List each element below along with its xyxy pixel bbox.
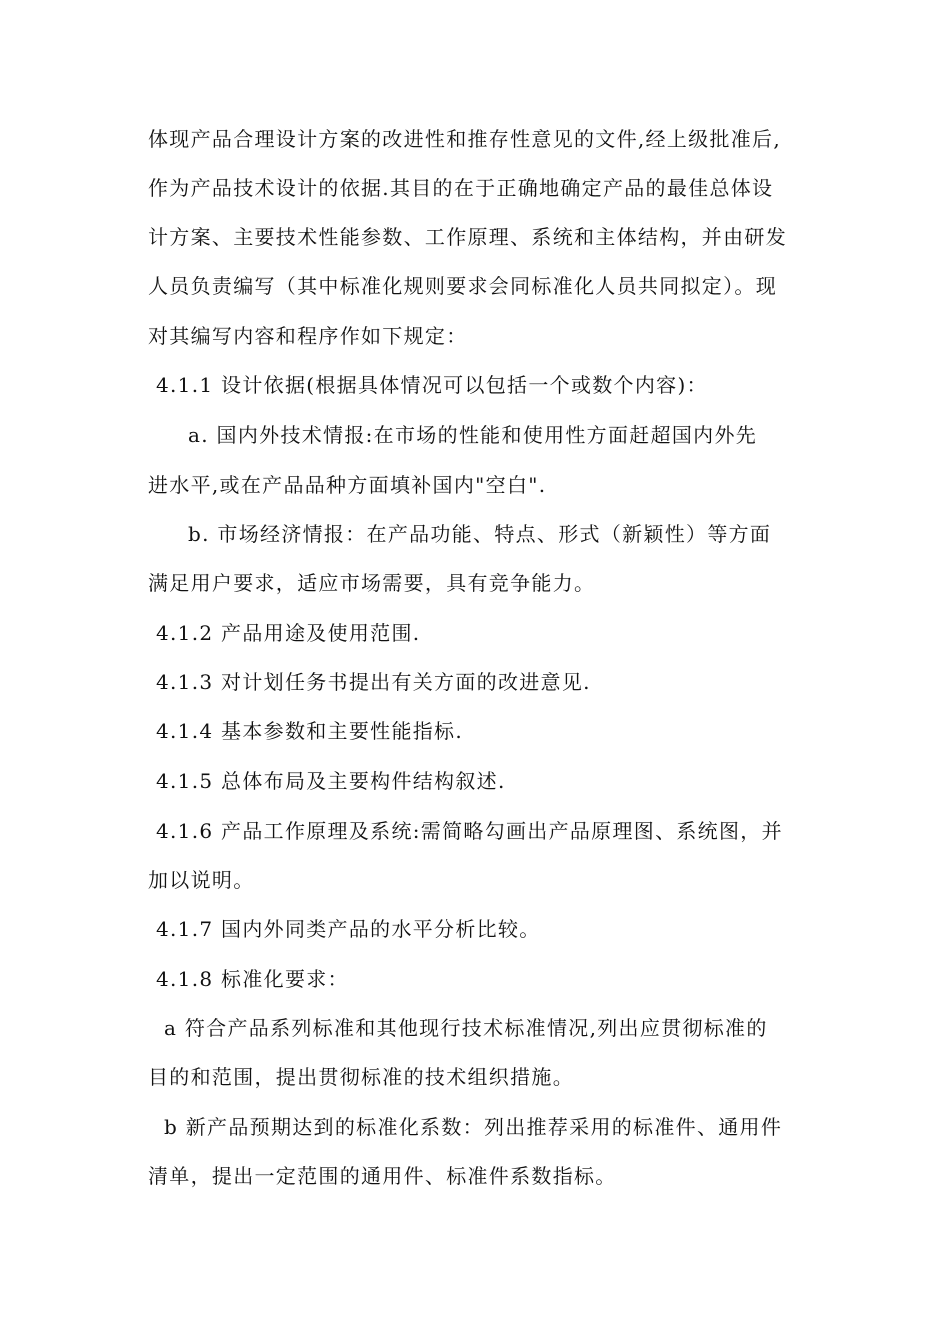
section-heading-4-1-4: 4.1.4 基本参数和主要性能指标. (156, 719, 464, 743)
list-item-a: a. 国内外技术情报:在市场的性能和使用性方面赶超国内外先 (188, 423, 758, 447)
paragraph-line: 满足用户要求，适应市场需要，具有竞争能力。 (148, 571, 596, 595)
list-item-b: b. 市场经济情报：在产品功能、特点、形式（新颖性）等方面 (188, 522, 772, 546)
paragraph-line: 计方案、主要技术性能参数、工作原理、系统和主体结构，并由研发 (148, 225, 787, 249)
paragraph-line: 作为产品技术设计的依据.其目的在于正确地确定产品的最佳总体设 (148, 176, 774, 200)
section-heading-4-1-8: 4.1.8 标准化要求： (156, 967, 349, 991)
paragraph-line: 对其编写内容和程序作如下规定： (148, 324, 468, 348)
list-item-b: b 新产品预期达到的标准化系数：列出推荐采用的标准件、通用件 (164, 1115, 783, 1139)
paragraph-line: 目的和范围，提出贯彻标准的技术组织措施。 (148, 1065, 574, 1089)
section-heading-4-1-6: 4.1.6 产品工作原理及系统:需简略勾画出产品原理图、系统图，并 (156, 819, 783, 843)
section-heading-4-1-3: 4.1.3 对计划任务书提出有关方面的改进意见. (156, 670, 591, 694)
section-heading-4-1-7: 4.1.7 国内外同类产品的水平分析比较。 (156, 917, 541, 941)
paragraph-line: 人员负责编写（其中标准化规则要求会同标准化人员共同拟定）。现 (148, 274, 777, 298)
paragraph-line: 清单，提出一定范围的通用件、标准件系数指标。 (148, 1164, 617, 1188)
list-item-a: a 符合产品系列标准和其他现行技术标准情况,列出应贯彻标准的 (164, 1016, 768, 1040)
paragraph-line: 体现产品合理设计方案的改进性和推存性意见的文件,经上级批准后, (148, 127, 782, 151)
section-heading-4-1-5: 4.1.5 总体布局及主要构件结构叙述. (156, 769, 506, 793)
paragraph-line: 加以说明。 (148, 868, 255, 892)
section-heading-4-1-1: 4.1.1 设计依据(根据具体情况可以包括一个或数个内容)： (156, 373, 708, 397)
section-heading-4-1-2: 4.1.2 产品用途及使用范围. (156, 621, 421, 645)
paragraph-line: 进水平,或在产品品种方面填补国内"空白". (148, 473, 547, 497)
